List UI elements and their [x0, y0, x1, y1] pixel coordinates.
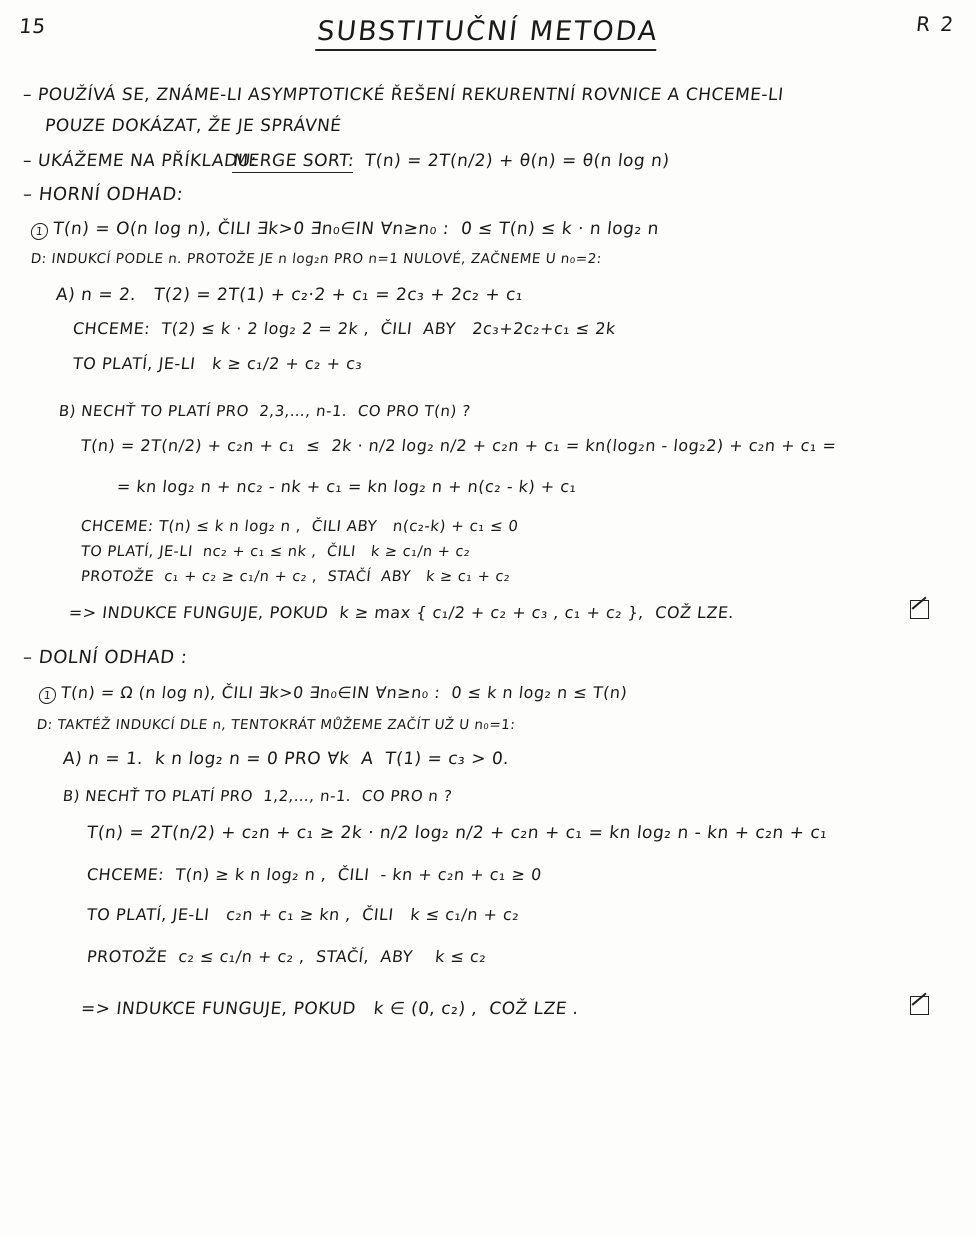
page-title — [0, 16, 976, 51]
circled-number-1: 1 — [30, 223, 49, 240]
qed-box-1 — [910, 600, 929, 619]
proof-2-conclusion: => INDUKCE FUNGUJE, POKUD k ∈ (0, c₂) , COŽ LZE . — [79, 999, 580, 1019]
theorem-2-marker — [38, 686, 57, 705]
text-line-example-mergesort: MERGE SORT: — [232, 151, 356, 171]
proof-1-case-b: B) NECHŤ TO PLATÍ PRO 2,3,…, n-1. CO PRO T(n) ? — [57, 402, 472, 420]
proof-2-case-b: B) NECHŤ TO PLATÍ PRO 1,2,…, n-1. CO PRO n ? — [61, 787, 454, 805]
theorem-1-statement: T(n) = O(n log n), ČILI ∃k>0 ∃n₀∈IN ∀n≥n₀ : 0 ≤ T(n) ≤ k · n log₂ n — [51, 219, 661, 239]
theorem-2-statement: T(n) = Ω (n log n), ČILI ∃k>0 ∃n₀∈IN ∀n≥n₀ : 0 ≤ k n log₂ n ≤ T(n) — [59, 683, 629, 702]
section-upper-bound-heading: – HORNÍ ODHAD: — [21, 184, 185, 205]
text-line-example-prefix: – UKÁŽEME NA PŘÍKLADU: — [21, 151, 264, 171]
proof-2-because: PROTOŽE c₂ ≤ c₁/n + c₂ , STAČÍ, ABY k ≤ c₂ — [85, 947, 488, 966]
page-title-text: SUBSTITUČNÍ METODA — [316, 16, 661, 51]
proof-1-case-b-derivation-1: T(n) = 2T(n/2) + c₂n + c₁ ≤ 2k · n/2 log₂ n/2 + c₂n + c₁ = kn(log₂n - log₂2) + c₂n + c₁ = — [79, 436, 838, 455]
proof-1-case-b-because: PROTOŽE c₁ + c₂ ≥ c₁/n + c₂ , STAČÍ ABY k ≥ c₁ + c₂ — [80, 569, 512, 585]
proof-2-case-a: A) n = 1. k n log₂ n = 0 PRO ∀k A T(1) = c₃ > 0. — [61, 749, 511, 769]
proof-2-holds: TO PLATÍ, JE-LI c₂n + c₁ ≥ kn , ČILI k ≤ c₁/n + c₂ — [85, 905, 521, 924]
circled-number-2: 1 — [38, 687, 57, 704]
proof-2-intro: D: TAKTÉŽ INDUKCÍ DLE n, TENTOKRÁT MŮŽEME ZAČÍT UŽ U n₀=1: — [35, 717, 517, 733]
section-lower-bound-heading: – DOLNÍ ODHAD : — [21, 647, 189, 668]
theorem-1-marker — [30, 222, 49, 241]
proof-1-case-a: A) n = 2. T(2) = 2T(1) + c₂·2 + c₁ = 2c₃ + 2c₂ + c₁ — [54, 285, 525, 305]
proof-1-case-b-want: CHCEME: T(n) ≤ k n log₂ n , ČILI ABY n(c₂-k) + c₁ ≤ 0 — [79, 517, 520, 535]
proof-1-case-b-holds: TO PLATÍ, JE-LI nc₂ + c₁ ≤ nk , ČILI k ≥ c₁/n + c₂ — [80, 544, 472, 560]
proof-1-intro: D: INDUKCÍ PODLE n. PROTOŽE JE n log₂n PRO n=1 NULOVÉ, ZAČNEME U n₀=2: — [29, 251, 603, 267]
corner-reference: R 2 — [915, 12, 957, 36]
proof-1-case-a-holds: TO PLATÍ, JE-LI k ≥ c₁/2 + c₂ + c₃ — [71, 354, 364, 373]
text-line-example-equation: T(n) = 2T(n/2) + θ(n) = θ(n log n) — [351, 151, 671, 171]
text-line-usage-1: – POUŽÍVÁ SE, ZNÁME-LI ASYMPTOTICKÉ ŘEŠENÍ REKURENTNÍ ROVNICE A CHCEME-LI — [21, 85, 785, 105]
proof-1-conclusion: => INDUKCE FUNGUJE, POKUD k ≥ max { c₁/2 + c₂ + c₃ , c₁ + c₂ }, COŽ LZE. — [67, 603, 736, 622]
proof-1-case-b-derivation-2: = kn log₂ n + nc₂ - nk + c₁ = kn log₂ n + n(c₂ - k) + c₁ — [115, 477, 578, 496]
page-number: 15 — [18, 14, 47, 38]
text-line-usage-2: POUZE DOKÁZAT, ŽE JE SPRÁVNÉ — [43, 116, 343, 136]
proof-2-derivation: T(n) = 2T(n/2) + c₂n + c₁ ≥ 2k · n/2 log₂ n/2 + c₂n + c₁ = kn log₂ n - kn + c₂n + c₁ — [85, 823, 829, 843]
proof-1-case-a-want: CHCEME: T(2) ≤ k · 2 log₂ 2 = 2k , ČILI ABY 2c₃+2c₂+c₁ ≤ 2k — [71, 319, 617, 338]
proof-2-want: CHCEME: T(n) ≥ k n log₂ n , ČILI - kn + c₂n + c₁ ≥ 0 — [85, 865, 543, 884]
qed-box-2 — [910, 996, 929, 1015]
